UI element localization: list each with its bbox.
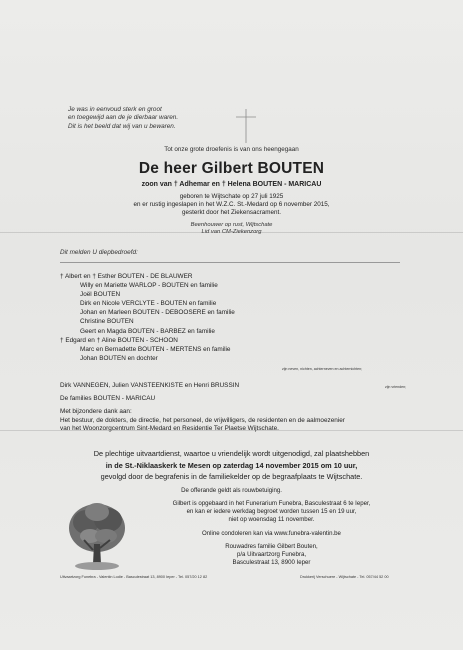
- deceased-name: De heer Gilbert BOUTEN: [138, 160, 325, 177]
- occupation: [0, 222, 463, 236]
- thanks-line: van het Woonzorgcentrum Sint-Medard en Residentie Ter Plaetse Wijtschate.: [60, 425, 279, 433]
- relative-entry: † Albert en † Esther BOUTEN - DE BLAUWER: [60, 273, 193, 280]
- visitation-line: niet op woensdag 11 november.: [228, 516, 315, 524]
- divider: [60, 262, 400, 263]
- families-line: De families BOUTEN - MARICAU: [60, 395, 156, 402]
- address-line: Rouwadres familie Gilbert Bouten,: [225, 543, 318, 550]
- parents-line: zoon van † Adhemar en † Helena BOUTEN - MARICAU: [141, 181, 322, 188]
- footer-printer: Drukkerij Verschuere - Wijtschate - Tel. 057/44 52 00: [300, 575, 389, 579]
- relative-entry: Geert en Magda BOUTEN - BARBEZ en familie: [80, 327, 215, 335]
- life-detail-line: en er rustig ingeslapen in het W.Z.C. St.-Medard op 6 november 2015,: [133, 201, 330, 208]
- relatives-list: [60, 272, 235, 363]
- life-detail-line: geboren te Wijtschate op 27 juli 1925: [179, 193, 284, 200]
- relative-entry: Joël BOUTEN: [80, 291, 121, 299]
- friends-names: Dirk VANNEGEN, Julien VANSTEENKISTE en Henri BRUSSIN: [60, 382, 240, 389]
- thanks-line: Met bijzondere dank aan:: [60, 408, 132, 415]
- service-block: [0, 448, 463, 483]
- relative-entry: Christine BOUTEN: [80, 318, 134, 326]
- friends-note: zijn vrienden;: [385, 385, 407, 389]
- cross-icon: [235, 108, 257, 144]
- address-line: p/a Uitvaartzorg Funebra,: [236, 551, 307, 559]
- footer-funeral-home: Uitvaartzorg Funebra - Valentin Lodie - Basculestraat 13, 8900 Ieper - Tel. 057/20 12 82: [60, 575, 208, 579]
- poem-line: Je was in eenvoud sterk en groot: [68, 106, 162, 113]
- relative-entry: Marc en Bernadette BOUTEN - MERTENS en familie: [80, 345, 231, 353]
- service-line: De plechtige uitvaartdienst, waartoe u vriendelijk wordt uitgenodigd, zal plaatshebben: [93, 449, 370, 458]
- relatives-note: zijn neven, nichten, achterneven en achternichten;: [282, 367, 363, 371]
- visitation-line: en kan er iedere werkdag begroet worden tussen 15 en 19 uur,: [186, 508, 357, 516]
- service-line: in de St.-Niklaaskerk te Mesen op zaterdag 14 november 2015 om 10 uur,: [105, 460, 358, 470]
- tree-icon: [66, 500, 128, 572]
- thanks-line: Het bestuur, de dokters, de directie, het personeel, de vrijwilligers, de residenten en de aalmoezenier: [60, 416, 345, 424]
- occupation-line: Lid van CM-Ziekenzorg: [201, 229, 262, 236]
- address-line: Basculestraat 13, 8900 Ieper: [232, 559, 311, 567]
- relative-entry: Dirk en Nicole VERCLYTE - BOUTEN en familie: [80, 300, 217, 308]
- announce-text: Dit melden U diepbedroefd:: [60, 249, 138, 256]
- relative-entry: † Edgard en † Aline BOUTEN - SCHOON: [60, 336, 178, 344]
- relative-entry: Johan BOUTEN en dochter: [80, 354, 158, 362]
- life-details: [0, 193, 463, 217]
- intro-text: Tot onze grote droefenis is van ons heengegaan: [164, 146, 299, 153]
- occupation-line: Beenhouwer op rust, Wijtschate: [190, 222, 273, 228]
- relative-entry: Willy en Mariette WARLOP - BOUTEN en familie: [80, 282, 218, 290]
- service-line: gevolgd door de begrafenis in de familiekelder op de begraafplaats te Wijtschate.: [100, 472, 363, 481]
- relative-entry: Johan en Marleen BOUTEN - DEBOOSERE en familie: [80, 309, 235, 317]
- poem-line: en toegewijd aan de je dierbaar waren.: [68, 114, 179, 122]
- poem-line: Dit is het beeld dat wij van u bewaren.: [68, 122, 176, 130]
- visitation-line: Gilbert is opgebaard in het Funerarium Funebra, Basculestraat 6 te Ieper,: [172, 500, 371, 507]
- thanks-block: [60, 408, 345, 434]
- poem: [68, 106, 178, 131]
- online-condolence: Online condoleren kan via www.funebra-valentin.be: [202, 530, 341, 537]
- life-detail-line: gesterkt door het Ziekensacrament.: [181, 209, 282, 216]
- offering-text: De offerande geldt als rouwbetuiging.: [181, 487, 282, 494]
